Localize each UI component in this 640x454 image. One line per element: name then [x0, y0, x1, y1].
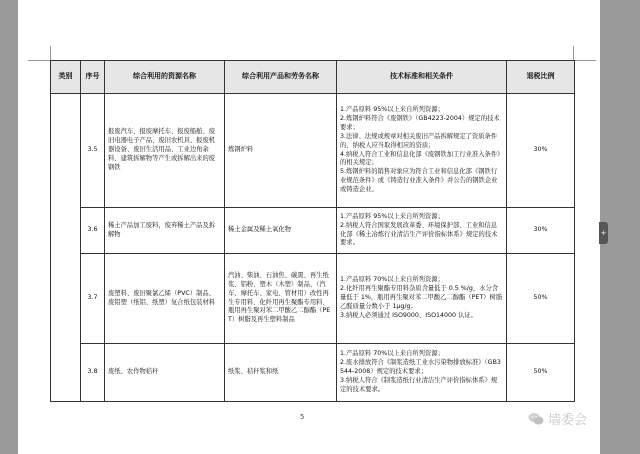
- table-row: [51, 208, 575, 254]
- header-standard: 技术标准和相关条件: [337, 61, 507, 94]
- standard-line: 2.化纤用再生聚酯专用料杂质含量低于 0.5 %/g，水分含量低于 1%，瓶用再生聚对苯二甲酸乙二醇酯（PET）树脂乙醛质量分数小于 1μg/g；: [340, 285, 503, 310]
- refund-cell: 50%: [507, 344, 575, 402]
- standard-line: 3.法律、法规或规章对相关废旧产品拆解规定了资质条件的，纳税人应当取得相应的资质；: [340, 132, 498, 149]
- standard-line: 1.产品原料 95%以上来自所列资源；: [340, 212, 444, 220]
- resource-cell: 报废汽车、报废摩托车、报废船舶、废旧电器电子产品、废旧农机具、报废机器设备、废旧生活用品、工业边角余料、建筑拆解物等产生或拆解出来的废钢铁: [105, 94, 225, 208]
- resource-cell: 稀土产品加工废料，废弃稀土产品及拆解物: [105, 208, 225, 254]
- seq-cell: 3.8: [81, 344, 105, 402]
- product-cell: 稀土金属及稀土氧化物: [225, 208, 337, 254]
- corner-mark-left: [28, 46, 51, 61]
- resource-table: [50, 60, 575, 402]
- standard-line: 3.纳税人符合《制浆造纸行业清洁生产评价指标体系》规定的技术要求。: [340, 376, 498, 393]
- table-row: [51, 94, 575, 208]
- category-cell: [51, 94, 81, 402]
- standard-line: 1.产品原料 70%以上来自所列资源；: [340, 350, 444, 358]
- standard-line: 3.纳税人必须通过 ISO9000、ISO14000 认证。: [340, 311, 477, 319]
- header-category: 类别: [51, 61, 81, 94]
- wechat-icon: [528, 412, 544, 426]
- table-row: [51, 254, 575, 344]
- seq-cell: 3.6: [81, 208, 105, 254]
- standard-cell: [337, 254, 507, 344]
- product-cell: 汽油、柴油、石油焦、碳黑、再生纸浆、铝粉、塑木（木塑）制品、（汽车、摩托车、家电、管材用）改性再生专用料、化纤用再生聚酯专用料、瓶用再生聚对苯二甲酸乙二醇酯（PET）树脂及再生塑料制品: [225, 254, 337, 344]
- refund-cell: 30%: [507, 208, 575, 254]
- seq-cell: 3.5: [81, 94, 105, 208]
- standard-cell: [337, 94, 507, 208]
- refund-cell: 50%: [507, 254, 575, 344]
- side-expand-tab[interactable]: +: [599, 222, 608, 244]
- header-product: 综合利用产品和劳务名称: [225, 61, 337, 94]
- standard-line: 1.产品原料 70%以上来自所列资源；: [340, 276, 444, 284]
- table-body: [51, 94, 575, 402]
- product-cell: 纸浆、秸秆浆和纸: [225, 344, 337, 402]
- standard-line: 2.炼钢炉料符合《废钢铁》（GB4223-2004）规定的技术要求；: [340, 114, 500, 131]
- standard-line: 5.炼钢炉料的销售对象应为符合工业和信息化部《钢铁行业规范条件》或《铸造行业准入条件》并公告的钢铁企业或铸造企业。: [340, 168, 498, 194]
- header-refund: 退税比例: [507, 61, 575, 94]
- resource-cell: 废塑料、废旧聚氯乙烯（PVC）制品、废铝塑（纸铝、纸塑）复合纸包装材料: [105, 254, 225, 344]
- standard-line: 2.废水排放符合《制浆造纸工业水污染物排放标准》（GB3544-2008）规定的技术要求；: [340, 359, 501, 376]
- table-header-row: [51, 61, 575, 94]
- refund-cell: 30%: [507, 94, 575, 208]
- product-cell: 炼钢炉料: [225, 94, 337, 208]
- standard-line: 1.产品原料 95%以上来自所列资源；: [340, 105, 444, 113]
- standard-line: 4.纳税人符合工业和信息化部《废钢铁加工行业准入条件》的相关规定；: [340, 150, 501, 167]
- standard-cell: [337, 344, 507, 402]
- corner-mark-right: [573, 46, 596, 61]
- document-page: [18, 0, 600, 454]
- standard-cell: [337, 208, 507, 254]
- header-resource: 综合利用的资源名称: [105, 61, 225, 94]
- page-number: 5: [300, 413, 305, 421]
- watermark: [528, 409, 587, 428]
- table-row: [51, 344, 575, 402]
- resource-cell: 废纸、农作物秸秆: [105, 344, 225, 402]
- seq-cell: 3.7: [81, 254, 105, 344]
- standard-line: 2.纳税人符合国家发展改革委、环境保护部、工业和信息化部《稀土冶炼行业清洁生产评价指标体系》规定的技术要求。: [340, 221, 498, 247]
- watermark-text: 墙委会: [548, 413, 588, 428]
- header-seq: 序号: [81, 61, 105, 94]
